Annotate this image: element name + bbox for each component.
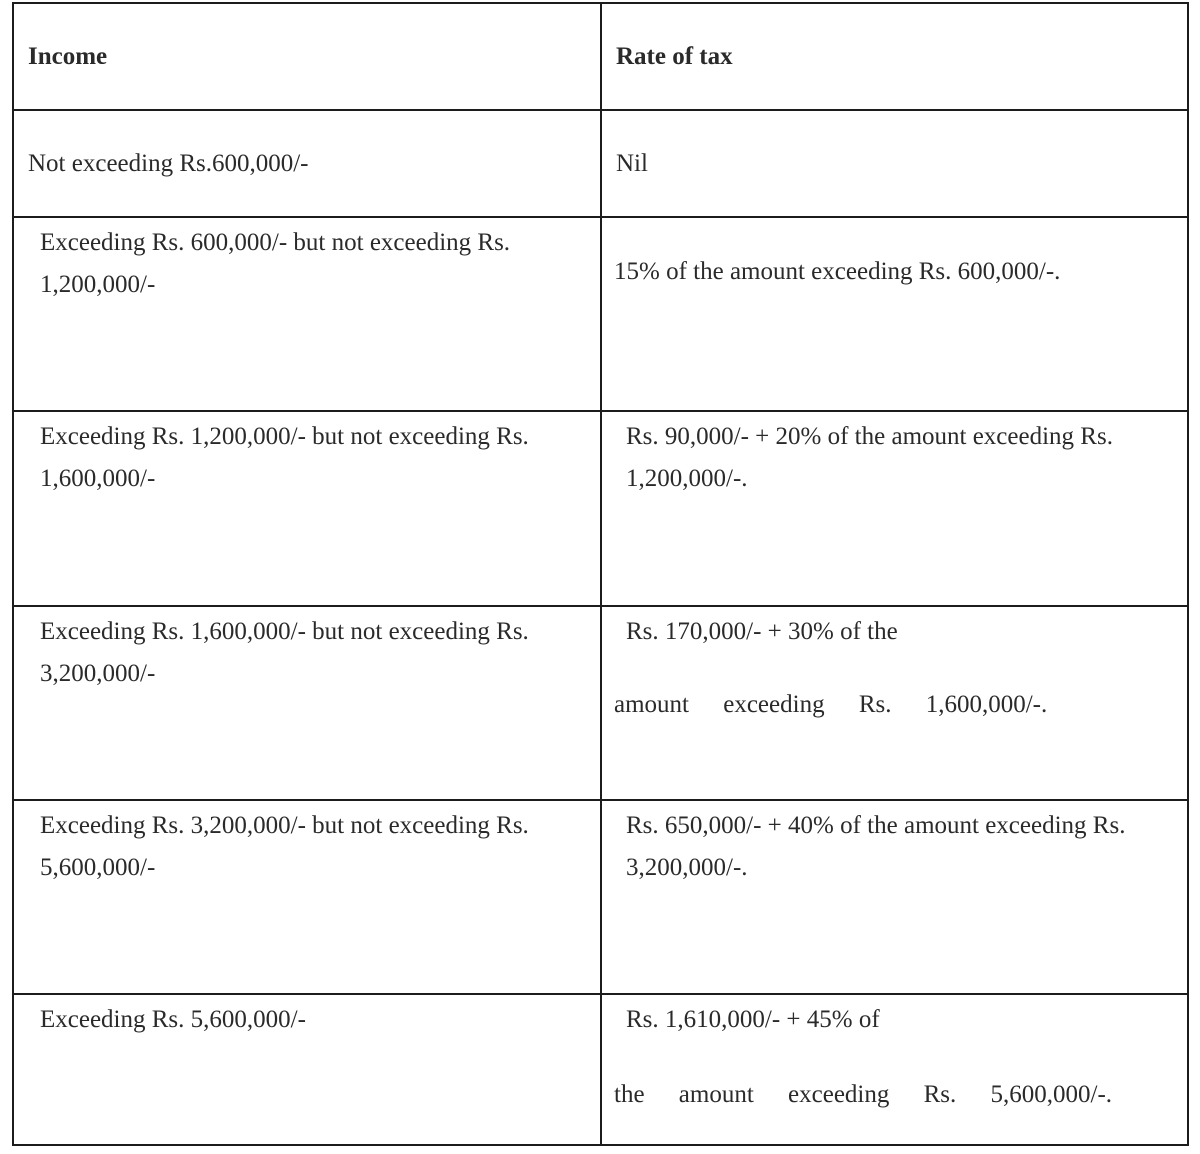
income-text: Exceeding Rs. 600,000/- but not exceeding Rs. 1,200,000/- <box>40 229 511 298</box>
rate-text-line-2: the amount exceeding Rs. 5,600,000/-. <box>614 1081 1113 1108</box>
table-header-row <box>13 3 1188 110</box>
table-row <box>13 994 1188 1145</box>
rate-text: Rs. 90,000/- + 20% of the amount exceeding Rs. 1,200,000/-. <box>626 423 1113 492</box>
rate-text-line-1: Rs. 170,000/- + 30% of the <box>626 618 898 645</box>
income-text: Exceeding Rs. 5,600,000/- <box>40 1006 306 1033</box>
income-cell <box>13 411 601 606</box>
header-cell-rate <box>601 3 1188 110</box>
income-text: Not exceeding Rs.600,000/- <box>28 149 309 177</box>
income-cell <box>13 800 601 994</box>
rate-text: Nil <box>616 149 648 177</box>
income-tax-rate-table <box>12 2 1189 1146</box>
income-cell <box>13 606 601 800</box>
rate-cell <box>601 110 1188 217</box>
rate-cell <box>601 994 1188 1145</box>
rate-cell <box>601 411 1188 606</box>
income-text: Exceeding Rs. 1,600,000/- but not exceeding Rs. 3,200,000/- <box>40 618 529 687</box>
rate-text-line-1: Rs. 1,610,000/- + 45% of <box>626 1006 880 1033</box>
income-cell <box>13 110 601 217</box>
rate-text: 15% of the amount exceeding Rs. 600,000/-. <box>614 258 1061 285</box>
table-row <box>13 110 1188 217</box>
rate-cell <box>601 800 1188 994</box>
income-text: Exceeding Rs. 3,200,000/- but not exceeding Rs. 5,600,000/- <box>40 812 529 881</box>
table-row <box>13 800 1188 994</box>
income-cell <box>13 994 601 1145</box>
header-rate-label: Rate of tax <box>616 42 733 70</box>
rate-text-line-2: amount exceeding Rs. 1,600,000/-. <box>614 691 1048 718</box>
rate-cell <box>601 217 1188 411</box>
header-cell-income <box>13 3 601 110</box>
table-row <box>13 217 1188 411</box>
table-row <box>13 411 1188 606</box>
income-cell <box>13 217 601 411</box>
header-income-label: Income <box>28 42 108 70</box>
table-row <box>13 606 1188 800</box>
income-text: Exceeding Rs. 1,200,000/- but not exceeding Rs. 1,600,000/- <box>40 423 529 492</box>
rate-text: Rs. 650,000/- + 40% of the amount exceeding Rs. 3,200,000/-. <box>626 812 1126 881</box>
rate-cell <box>601 606 1188 800</box>
